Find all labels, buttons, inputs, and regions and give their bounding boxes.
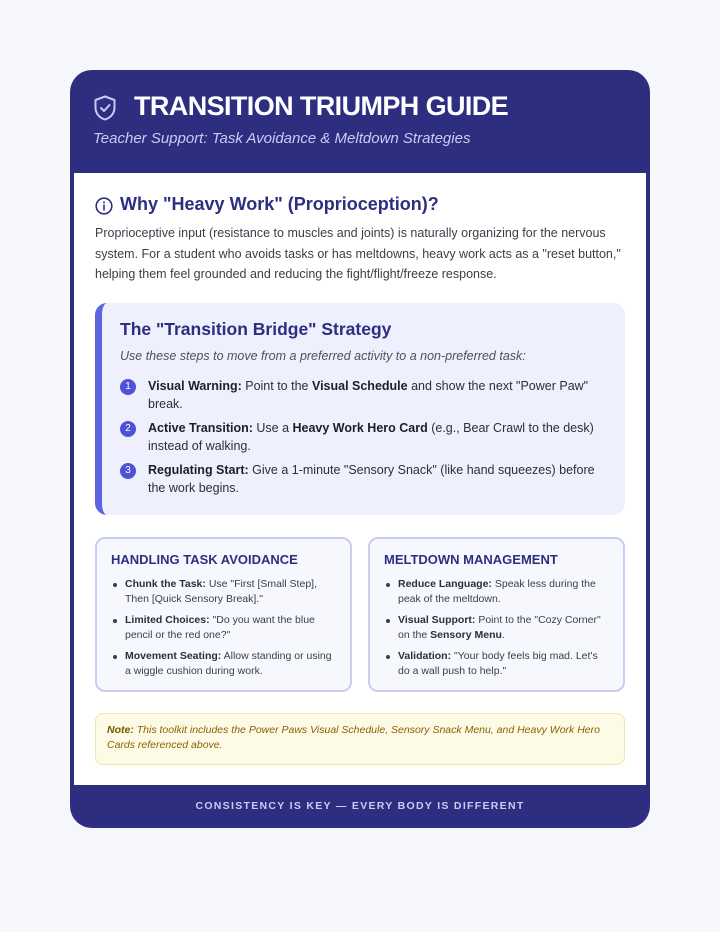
item-text: Use "First [Small Step], Then [Quick Sensory Break]." — [125, 578, 317, 605]
step-label: Active Transition: — [148, 421, 253, 435]
info-circle-icon — [95, 197, 113, 215]
page-subtitle: Teacher Support: Task Avoidance & Meltdown Strategies — [93, 130, 471, 147]
item-label: Movement Seating: — [125, 650, 222, 662]
note-body: This toolkit includes the Power Paws Visual Schedule, Sensory Snack Menu, and Heavy Work Hero Cards referenced above. — [107, 724, 600, 751]
meltdown-list — [384, 577, 609, 685]
item-emphasis: Sensory Menu — [430, 628, 502, 641]
list-item — [384, 649, 609, 678]
note-text — [107, 723, 612, 753]
item-label: Reduce Language: — [398, 578, 492, 590]
item-label: Validation: — [398, 650, 452, 662]
meltdown-title: MELTDOWN MANAGEMENT — [384, 552, 558, 567]
avoidance-title: HANDLING TASK AVOIDANCE — [111, 552, 298, 567]
bridge-subtitle: Use these steps to move from a preferred activity to a non-preferred task: — [120, 349, 526, 363]
note-label: Note: — [107, 724, 134, 736]
item-text: Point to the "Cozy Corner" on the — [398, 614, 601, 641]
transition-bridge-panel — [95, 303, 625, 515]
step-body-end: and show the next "Power Paw" break. — [148, 379, 589, 411]
list-item — [384, 613, 609, 642]
step-body: Give a 1-minute "Sensory Snack" (like hand squeezes) before the work begins. — [148, 463, 595, 495]
list-item — [384, 577, 609, 606]
item-text: Allow standing or using a wiggle cushion during work. — [125, 650, 332, 677]
step-number: 3 — [120, 463, 136, 479]
step-label: Visual Warning: — [148, 379, 242, 393]
step-emphasis: Heavy Work Hero Card — [292, 421, 428, 435]
avoidance-box — [95, 537, 352, 692]
why-heading: Why "Heavy Work" (Proprioception)? — [120, 194, 439, 214]
item-text-end: . — [501, 628, 505, 641]
step-number: 2 — [120, 421, 136, 437]
step-text — [148, 461, 598, 497]
shield-check-icon — [93, 95, 117, 121]
header — [70, 70, 650, 173]
list-item — [111, 613, 336, 642]
step-body-end: (e.g., Bear Crawl to the desk) instead of walking. — [148, 421, 594, 453]
list-item — [111, 577, 336, 606]
guide-card — [70, 70, 650, 828]
step-body: Point to the — [241, 379, 312, 393]
step-label: Regulating Start: — [148, 463, 249, 477]
item-text: "Your body feels big mad. Let's do a wall push to help." — [398, 650, 598, 677]
item-label: Visual Support: — [398, 614, 476, 626]
avoidance-list — [111, 577, 336, 685]
list-item — [111, 649, 336, 678]
why-body: Proprioceptive input (resistance to muscles and joints) is naturally organizing for the nervous system. For a student who avoids tasks or has meltdowns, heavy work acts as a "reset button," helping them feel grounded and reducing the fight/flight/freeze response. — [95, 226, 621, 281]
item-label: Limited Choices: — [125, 614, 210, 626]
item-text: Speak less during the peak of the meltdown. — [398, 578, 596, 605]
step-number: 1 — [120, 379, 136, 395]
bridge-title: The "Transition Bridge" Strategy — [120, 319, 392, 339]
note-box — [95, 713, 625, 765]
step-emphasis: Visual Schedule — [311, 379, 408, 393]
step-text — [148, 377, 598, 413]
footer-tagline: CONSISTENCY IS KEY — EVERY BODY IS DIFFERENT — [195, 800, 525, 812]
step-text — [148, 419, 598, 455]
page-title: TRANSITION TRIUMPH GUIDE — [134, 91, 509, 121]
step-body: Use a — [252, 421, 293, 435]
item-text: "Do you want the blue pencil or the red one?" — [125, 614, 315, 641]
item-label: Chunk the Task: — [125, 578, 206, 590]
meltdown-box — [368, 537, 625, 692]
main-content — [74, 173, 646, 785]
